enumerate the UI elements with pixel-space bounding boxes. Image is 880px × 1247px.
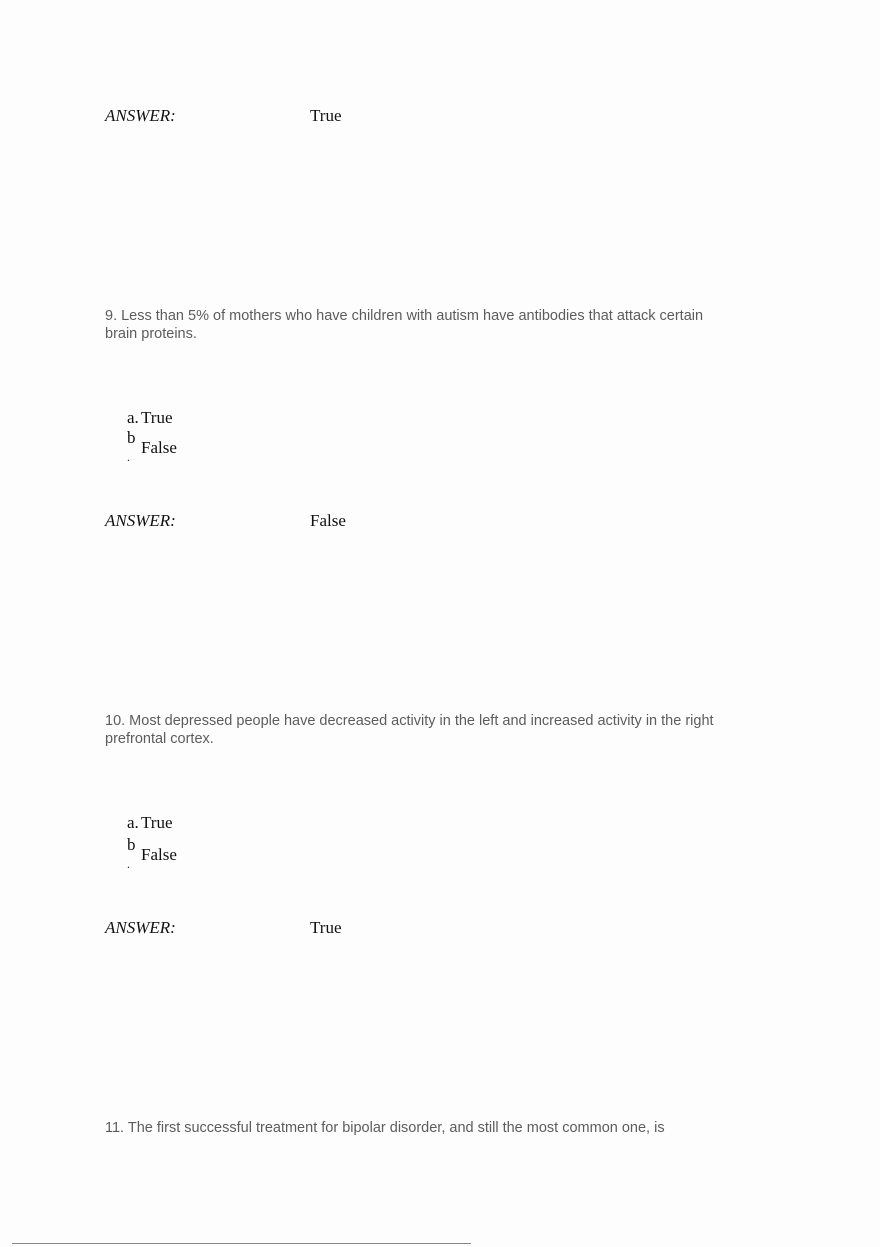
answer-label: ANSWER:: [105, 918, 176, 937]
option-b-text: False: [141, 845, 177, 864]
option-b-letter: b: [127, 428, 136, 447]
option-b-dot: .: [127, 857, 130, 871]
option-b-dot: .: [127, 450, 130, 464]
option-a-letter: a.: [127, 408, 139, 427]
answer-value: True: [310, 106, 342, 125]
option-b-text: False: [141, 438, 177, 457]
question-11: 11. The first successful treatment for bipolar disorder, and still the most common one, is: [105, 1120, 665, 1136]
answer-value: False: [310, 511, 346, 530]
option-a-letter: a.: [127, 813, 139, 832]
answer-label: ANSWER:: [105, 106, 176, 125]
option-a-text: True: [141, 813, 173, 832]
question-9: 9. Less than 5% of mothers who have children with autism have antibodies that attack certain brain proteins.: [105, 308, 704, 342]
option-b-letter: b: [127, 835, 136, 854]
option-a-text: True: [141, 408, 173, 427]
answer-label: ANSWER:: [105, 511, 176, 530]
answer-value: True: [310, 918, 342, 937]
question-10: 10. Most depressed people have decreased activity in the left and increased activity in the right prefrontal cortex.: [105, 713, 714, 747]
footer-divider: [12, 1243, 471, 1244]
